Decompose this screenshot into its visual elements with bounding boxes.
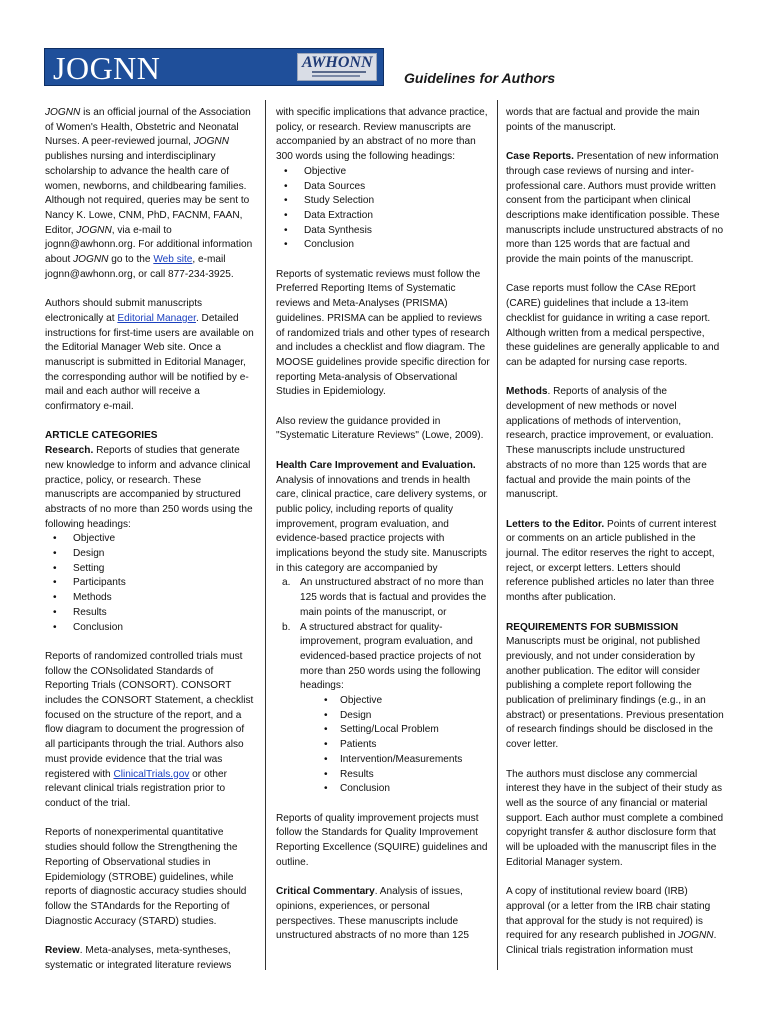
review-continued: with specific implications that advance practice, policy, or research. Review manuscripts are accompanied by an abstract of no more than 300 words using the following headings: [276,107,488,163]
submit-paragraph: Authors should submit manuscripts electronically at Editorial Manager. Detailed instructions for first-time users are available on the Editorial Manager Web site. Once a manuscript is submitted in Editorial Manager, the corresponding author will be notified by e-mail and each author will receive a confirmatory e-mail. [45,298,254,413]
list-item: • Results [300,768,490,783]
column-2 [276,106,490,944]
page-title: Guidelines for Authors [404,70,556,86]
column-3 [506,106,724,959]
awhonn-logo [297,53,377,81]
prisma-paragraph: Reports of systematic reviews must follow the Preferred Reporting Items of Systematic reviews and Meta-Analyses (PRISMA) guidelines. PRISMA can be applied to reviews of randomized trials and other types of research and includes a checklist and flow diagram. The MOOSE guidelines provide specific direction for reporting Meta-analysis of Observational Studies in Epidemiology. [276,268,490,398]
list-item: • Participants [45,576,255,591]
health-care-improvement-paragraph: Health Care Improvement and Evaluation. Analysis of innovations and trends in health care, clinical practice, care delivery systems, or public policy, including reports of quality improvement, program evaluation, and evidence-based practice projects with implications beyond the study site. Manuscripts in this category are accompanied by [276,459,487,574]
list-item: • Objective [45,532,255,547]
strobe-paragraph: Reports of nonexperimental quantitative studies should follow the Strengthening the Reporting of Observational studies in Epidemiology (STROBE) guidelines, while reports of diagnostic accuracy studies should follow the STAndards for the Reporting of Diagnostic Accuracy (STARD) studies. [45,827,247,927]
list-item: • Setting [45,562,255,577]
consort-paragraph: Reports of randomized controlled trials must follow the CONsolidated Standards of Reporting Trials (CONSORT). CONSORT includes the CONSORT Statement, a checklist focused on the structure of the report, and a flow diagram to document the progression of all participants through the trial. Authors also must provide evidence that the trial was registered with ClinicalTrials.gov or other relevant clinical trials registration prior to conduct of the trial. [45,650,254,809]
awhonn-logo-text: AWHONN [302,54,373,71]
abstract-options-list [276,576,490,797]
requirements-paragraph: Manuscripts must be original, not published previously, and not under consideration by another publication. The editor will consider publishing a complete report following the publication of preliminary findings (e.g., in an abstract) or presentations. Previous presentation of research findings should be disclosed in the cover letter. [506,636,724,751]
list-item: • Objective [276,165,490,180]
structured-abstract-headings-list [300,694,490,797]
research-paragraph: Research. Reports of studies that generate new knowledge to inform and advance clinical practice, policy, or research. These manuscripts are accompanied by structured abstracts of no more than 250 words using the following headings: [45,445,253,530]
list-item: • Patients [300,738,490,753]
list-item: • Data Synthesis [276,224,490,239]
list-item: • Conclusion [45,621,255,636]
list-item: • Study Selection [276,194,490,209]
journal-banner [44,48,384,86]
irb-paragraph: A copy of institutional review board (IRB) approval (or a letter from the IRB chair stating that approval for the study is not required) is required for any research published in JOGNN. Clinical trials registration information must [506,886,717,956]
list-item: • Data Extraction [276,209,490,224]
squire-paragraph: Reports of quality improvement projects must follow the Standards for Quality Improvement Reporting Excellence (SQUIRE) guidelines and outline. [276,812,488,868]
editorial-manager-link[interactable]: Editorial Manager [117,312,196,324]
column-1 [45,106,255,973]
review-headings-list [276,165,490,253]
disclosure-paragraph: The authors must disclose any commercial interest they have in the subject of their study as well as the source of any financial or material support. Each author must complete a combined copyright transfer & author disclosure form that will be uploaded with the manuscript files in the Editorial Manager system. [506,768,724,868]
methods-paragraph: Methods. Reports of analysis of the development of new methods or novel applications of methods of intervention, research, practice improvement, or evaluation. These manuscripts include unstructured abstracts of no more than 125 words that are factual and provide the main points of the manuscript. [506,386,714,501]
list-item: a. An unstructured abstract of no more than 125 words that is factual and provides the main points of the manuscript, or [282,577,487,618]
web-site-link[interactable]: Web site [153,254,193,266]
letters-paragraph: Letters to the Editor. Points of current interest or comments on an article published in the journal. The editor reserves the right to accept, reject, or excerpt letters. Letters should reference published articles no later than three months after publication. [506,518,717,604]
review-paragraph: Review. Meta-analyses, meta-syntheses, systematic or integrated literature reviews [45,945,232,971]
intro-paragraph: JOGNN is an official journal of the Association of Women's Health, Obstetric and Neonatal Nurses. A peer-reviewed journal, JOGNN publishes nursing and interdisciplinary scholarship to advance the health care of women, newborns, and childbearing families. Although not required, queries may be sent to Nancy K. Lowe, CNM, PhD, FACNM, FAAN, Editor, JOGNN, via e-mail to jognn@awhonn.org. For additional information about JOGNN go to the Web site, e-mail jognn@awhonn.org, or call 877-234-3925. [45,107,253,280]
list-item: • Conclusion [300,782,490,797]
list-item: • Methods [45,591,255,606]
requirements-heading: REQUIREMENTS FOR SUBMISSION [506,621,679,633]
also-review-paragraph: Also review the guidance provided in "Systematic Literature Reviews" (Lowe, 2009). [276,415,484,442]
critical-commentary-paragraph: Critical Commentary. Analysis of issues, opinions, experiences, or personal perspectives. These manuscripts include unstructured abstracts of no more than 125 [276,886,470,942]
case-reports-paragraph: Case Reports. Presentation of new information through case reviews of nursing and inter-professional care. Authors must provide written consent from the participant when clinical descriptions make identification possible. These manuscripts include unstructured abstracts of no more than 125 words that are factual and provide the main points of the manuscript. [506,151,724,266]
list-item: • Results [45,606,255,621]
column-divider-1 [265,100,266,970]
research-headings-list [45,532,255,635]
critical-continued: words that are factual and provide the main points of the manuscript. [506,107,700,133]
article-categories-heading: ARTICLE CATEGORIES [45,430,158,442]
column-divider-2 [497,100,498,970]
list-item: • Intervention/Measurements [300,753,490,768]
list-item: • Design [45,547,255,562]
journal-logo: JOGNN [53,50,161,86]
list-item: • Objective [300,694,490,709]
list-item: • Design [300,709,490,724]
care-paragraph: Case reports must follow the CAse REport (CARE) guidelines that include a 13-item checklist for guidance in writing a case report. Although written from a medical perspective, these guidelines are generally applicable to and can be adapted for nursing case reports. [506,283,720,368]
list-item: • Conclusion [276,238,490,253]
clinicaltrials-link[interactable]: ClinicalTrials.gov [113,768,190,780]
list-item: • Setting/Local Problem [300,723,490,738]
list-item: b. A structured abstract for quality-improvement, program evaluation, and evidenced-based practice projects of not more than 250 words using the following headings: • Objective • Design • Setting/Local Problem • Patients • Intervention/Measurements • Results • Conclusion [276,621,490,797]
list-item: • Data Sources [276,180,490,195]
